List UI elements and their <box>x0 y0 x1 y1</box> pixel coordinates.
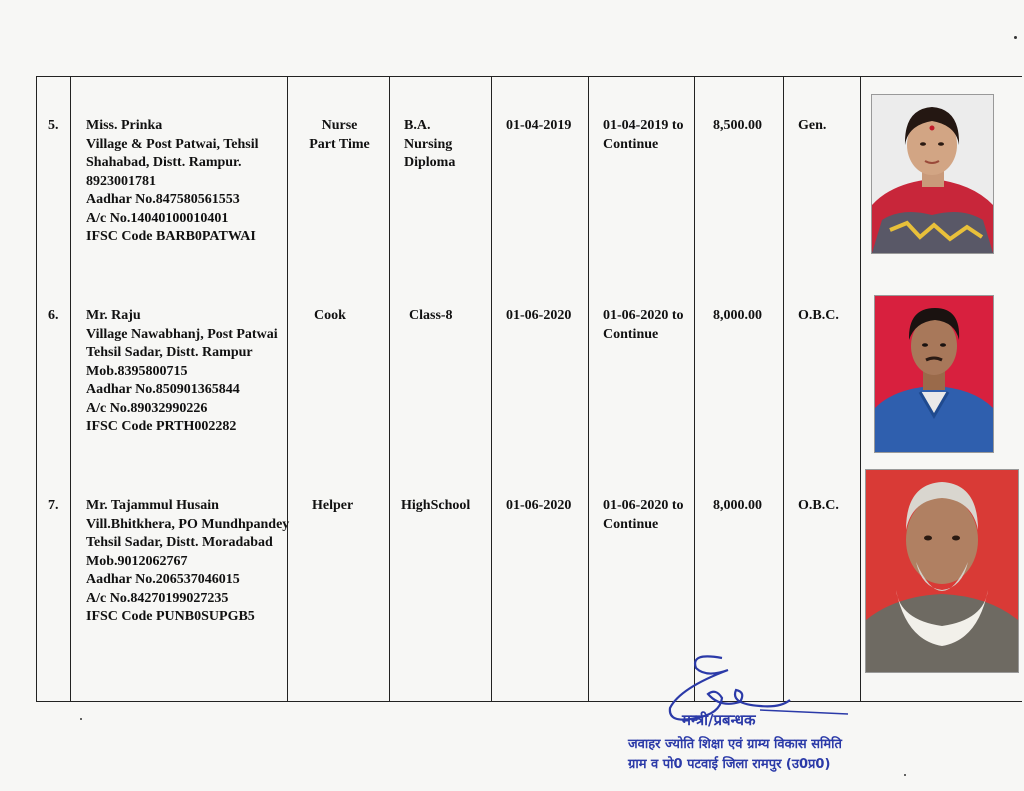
category: Gen. <box>798 118 827 133</box>
employee-name: Mr. Tajammul Husain <box>86 498 219 513</box>
employee-name: Miss. Prinka <box>86 118 163 133</box>
post-line: Helper <box>312 498 354 513</box>
category: O.B.C. <box>798 498 839 513</box>
employee-name: Mr. Raju <box>86 308 141 323</box>
appointment-date: 01-06-2020 <box>506 498 572 513</box>
salary: 8,500.00 <box>713 118 762 133</box>
detail-line: Aadhar No.850901365844 <box>86 382 240 397</box>
serial-number: 5. <box>48 118 59 133</box>
scan-speck <box>80 718 82 720</box>
detail-line: Mob.8395800715 <box>86 363 188 379</box>
detail-line: A/c No.84270199027235 <box>86 590 229 606</box>
period-line: Continue <box>603 136 659 152</box>
qualification-line: B.A. <box>404 118 431 133</box>
employee-details <box>86 117 259 247</box>
qualification-cell <box>409 307 453 326</box>
serial-number: 7. <box>48 498 59 513</box>
detail-line: Tehsil Sadar, Distt. Moradabad <box>86 535 273 550</box>
woman-portrait-photo <box>871 94 994 254</box>
salary: 8,000.00 <box>713 498 762 513</box>
qualification-line: Class-8 <box>409 308 453 323</box>
period-cell <box>603 497 684 534</box>
detail-line: IFSC Code PRTH002282 <box>86 419 237 434</box>
detail-line: A/c No.14040100010401 <box>86 210 229 226</box>
post-line: Part Time <box>309 136 370 152</box>
period-cell <box>603 117 684 154</box>
serial-number: 6. <box>48 308 59 323</box>
qualification-line: HighSchool <box>401 498 471 513</box>
post-line: Cook <box>314 308 346 323</box>
qualification-line: Nursing <box>404 136 453 152</box>
detail-line: Vill.Bhitkhera, PO Mundhpandey <box>86 516 290 532</box>
category: O.B.C. <box>798 308 839 323</box>
qualification-line: Diploma <box>404 155 456 170</box>
post-cell <box>292 117 387 154</box>
detail-line: Aadhar No.847580561553 <box>86 192 240 207</box>
employee-details <box>86 497 289 627</box>
period-line: Continue <box>603 326 659 342</box>
table-row <box>36 117 1022 307</box>
period-line: 01-06-2020 to <box>603 308 684 323</box>
detail-line: Mob.9012062767 <box>86 553 188 569</box>
qualification-cell <box>401 497 470 516</box>
appointment-date: 01-06-2020 <box>506 308 572 323</box>
stamp-address: ग्राम व पो0 पटवाई जिला रामपुर (उ0प्र0) <box>628 757 831 772</box>
man-portrait-photo <box>874 295 994 453</box>
detail-line: IFSC Code BARB0PATWAI <box>86 229 256 244</box>
post-cell <box>314 307 346 326</box>
appointment-date: 01-04-2019 <box>506 118 572 133</box>
detail-line: Shahabad, Distt. Rampur. <box>86 155 242 170</box>
elderly-man-portrait-photo <box>865 469 1019 673</box>
detail-line: Tehsil Sadar, Distt. Rampur <box>86 345 253 360</box>
stamp-organization: जवाहर ज्योति शिक्षा एवं ग्राम्य विकास समिति <box>628 737 842 752</box>
staff-table <box>36 76 1022 702</box>
stamp-designation: मन्त्री/प्रबन्धक <box>682 711 756 729</box>
post-cell <box>312 497 353 516</box>
detail-line: Village & Post Patwai, Tehsil <box>86 136 259 152</box>
qualification-cell <box>404 117 455 173</box>
detail-line: Village Nawabhanj, Post Patwai <box>86 326 278 342</box>
detail-line: 8923001781 <box>86 173 156 189</box>
employee-details <box>86 307 278 437</box>
detail-line: Aadhar No.206537046015 <box>86 572 240 587</box>
period-line: 01-04-2019 to <box>603 118 684 133</box>
period-line: 01-06-2020 to <box>603 498 684 513</box>
detail-line: A/c No.89032990226 <box>86 400 208 416</box>
scan-speck <box>904 774 906 776</box>
period-line: Continue <box>603 516 659 532</box>
post-line: Nurse <box>321 118 358 133</box>
salary: 8,000.00 <box>713 308 762 323</box>
signature-stamp-block <box>610 648 870 778</box>
scan-speck <box>1014 36 1017 39</box>
table-row <box>36 497 1022 687</box>
detail-line: IFSC Code PUNB0SUPGB5 <box>86 609 255 624</box>
period-cell <box>603 307 684 344</box>
